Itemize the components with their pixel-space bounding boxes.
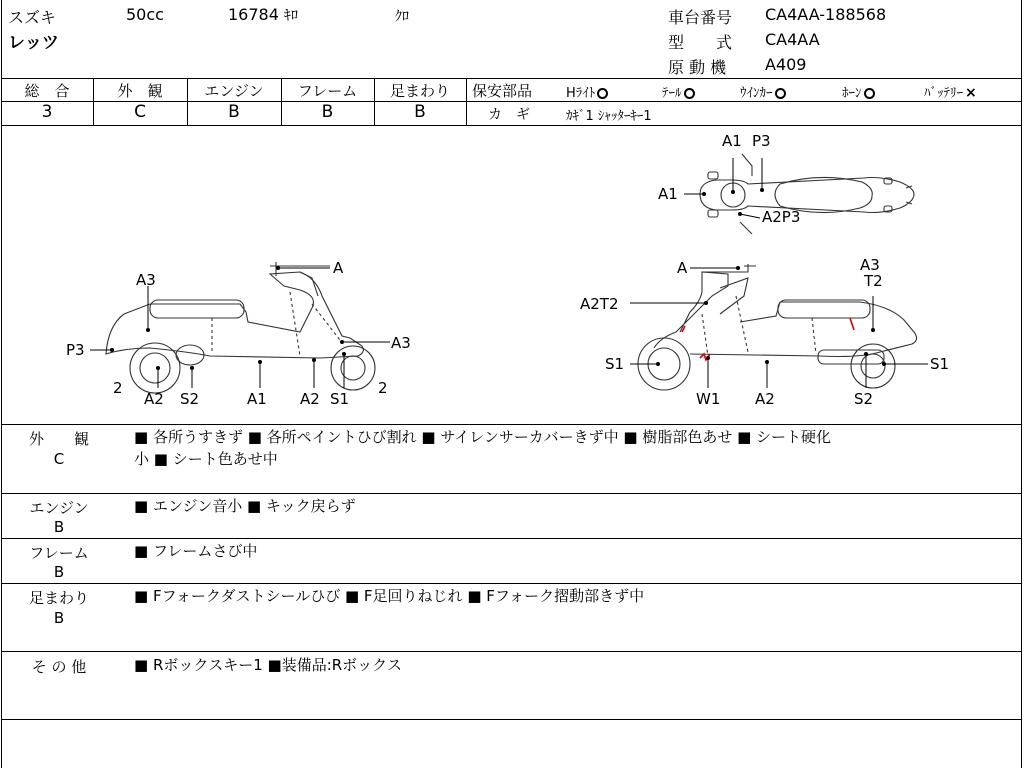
note-grade-frame: B [53,563,65,581]
grade-label-suspension: 足まわり [389,82,450,100]
safety-item-name: ﾎｰﾝ [842,86,862,101]
grade-label-frame: フレーム [297,82,358,100]
safety-mid [467,101,1022,102]
notes-divider [1,493,1022,494]
damage-marks [682,318,854,360]
note-grade-exterior: C [53,450,65,468]
note-text-other [134,654,1014,676]
note-category-suspension: 足まわり [28,589,89,607]
diagram-label: A1 [722,132,742,150]
frame-no: CA4AA-188568 [765,5,887,24]
frame-no-label: 車台番号 [668,8,733,27]
grade-divider [466,78,467,125]
notes-divider [1,538,1022,539]
grade-value-engine: B [228,102,240,122]
safety-item-battery [924,82,977,101]
diagram-label: A2 [300,390,320,408]
displacement: 50cc [126,5,164,24]
diagram-label: S1 [605,355,625,373]
diagram-label: S2 [854,390,874,408]
diagram-label: S1 [330,390,350,408]
leader-lines [90,158,928,388]
grade-value-frame: B [321,102,334,122]
note-text-engine [134,495,1014,517]
diagram-label: 2 [378,379,388,397]
ok-circle-icon [597,88,608,99]
notes-divider [1,583,1022,584]
safety-item-horn [842,82,875,101]
diagram-label: W1 [696,390,721,408]
diagram-label: A2T2 [580,295,619,313]
note-line: ■ Fフォークダストシールひび ■ F足回りねじれ ■ Fフォーク摺動部きず中 [134,587,645,605]
note-category-engine: エンジン [29,499,89,517]
ok-circle-icon [775,88,786,99]
maker: スズキ [8,8,57,27]
color: ｸﾛ [395,9,409,25]
note-line: 小 ■ シート色あせ中 [134,450,278,468]
safety-item-name: Hﾗｲﾄ [566,86,596,101]
model-name: レッツ [8,33,59,53]
grade-label-overall: 総 合 [24,82,70,100]
diagram-label: 2 [113,379,123,397]
diagram-label: S2 [180,390,200,408]
type-value: CA4AA [765,30,820,49]
note-text-exterior [134,426,1014,470]
diagram-label: T2 [864,272,883,290]
safety-item-name: ﾊﾞｯﾃﾘｰ [924,86,963,101]
type-label: 型 式 [668,33,733,52]
diagram-label: S1 [930,355,950,373]
note-line: ■ フレームさび中 [134,542,258,560]
diagram-label: P3 [66,341,85,359]
safety-item-winker [740,82,786,101]
diagram-label: A3 [391,334,411,352]
safety-item-headlight [566,82,608,101]
scooter-damage-diagram [0,126,1022,424]
safety-item-name: ｳｲﾝｶｰ [740,86,773,101]
notes-bottom [1,719,1022,720]
note-grade-engine: B [53,518,65,536]
ok-circle-icon [684,88,695,99]
notes-top [1,424,1022,425]
key-value: ｶｷﾞ1 ｼｬｯﾀｰｷｰ1 [566,109,652,124]
safety-item-tail [662,82,695,101]
mileage [228,5,298,25]
diagram-label: A2 [144,390,164,408]
note-text-frame [134,540,1014,562]
note-category-frame: フレーム [29,544,89,562]
key-label: カ ギ [488,107,530,123]
diagram-label: P3 [752,132,771,150]
note-line: ■ エンジン音小 ■ キック戻らず [134,497,356,515]
diagram-label: A2 [755,390,775,408]
ng-cross-icon: × [965,85,977,101]
grade-value-exterior: C [134,102,146,122]
note-category-exterior: 外 観 [28,430,89,448]
note-line: ■ Rボックスキー1 ■装備品:Rボックス [134,656,403,674]
note-grade-suspension: B [53,609,65,627]
diagram-label: A3 [136,271,156,289]
engine-label: 原 動 機 [668,58,727,77]
note-category-other: そ の 他 [31,658,87,676]
diagram-label: A [677,259,688,277]
diagram-label: A1 [247,390,267,408]
mileage-value: 16784 [228,5,279,24]
engine-value: A409 [765,55,807,74]
scooter-top-view [700,154,914,234]
safety-item-name: ﾃｰﾙ [662,86,682,101]
ok-circle-icon [864,88,875,99]
grade-label-engine: エンジン [204,82,264,100]
note-text-suspension [134,585,1014,607]
safety-label: 保安部品 [472,82,533,100]
diagram-label: A [333,259,344,277]
grade-table-top [1,78,1022,79]
notes-divider [1,651,1022,652]
grade-label-exterior: 外 観 [117,82,163,100]
grade-value-overall: 3 [41,102,53,122]
grade-value-suspension: B [414,102,426,122]
diagram-label: A1 [658,185,678,203]
diagram-label: A2P3 [762,208,801,226]
mileage-unit: ｷﾛ [284,8,298,24]
note-line: ■ 各所うすきず ■ 各所ペイントひび割れ ■ サイレンサーカバーきず中 ■ 樹脂部色あせ ■ シート硬化 [134,428,832,446]
diagram-label: A3 [860,256,880,274]
